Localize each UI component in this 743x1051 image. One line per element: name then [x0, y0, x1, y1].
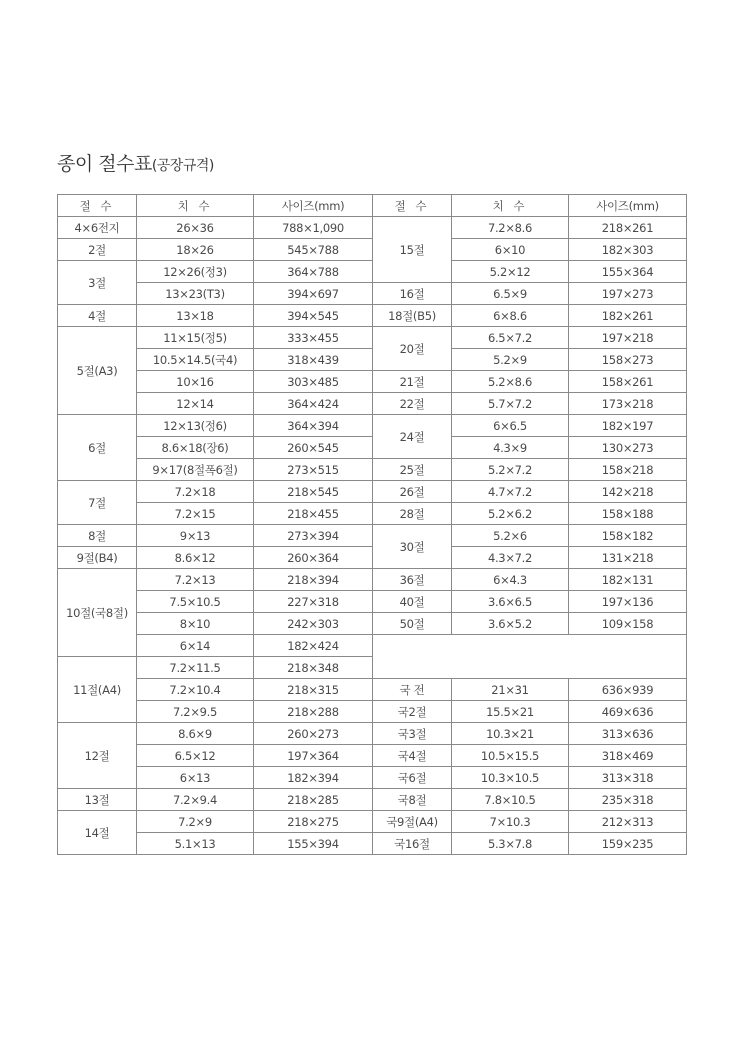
dim-cell: 7.2×9.5 — [137, 701, 254, 723]
mm-cell: 109×158 — [569, 613, 687, 635]
mm-cell: 218×455 — [254, 503, 373, 525]
cut-cell: 국16절 — [373, 833, 452, 855]
dim-cell: 12×13(정6) — [137, 415, 254, 437]
mm-cell: 158×188 — [569, 503, 687, 525]
dim-cell: 6.5×12 — [137, 745, 254, 767]
mm-cell: 260×273 — [254, 723, 373, 745]
page-title — [57, 149, 214, 176]
dim-cell: 5.2×8.6 — [452, 371, 569, 393]
table-row — [58, 261, 687, 283]
dim-cell: 8.6×12 — [137, 547, 254, 569]
mm-cell: 218×315 — [254, 679, 373, 701]
table-row — [58, 745, 687, 767]
dim-cell: 11×15(정5) — [137, 327, 254, 349]
dim-cell: 5.7×7.2 — [452, 393, 569, 415]
mm-cell: 313×318 — [569, 767, 687, 789]
dim-cell: 7.2×13 — [137, 569, 254, 591]
mm-cell: 218×275 — [254, 811, 373, 833]
table-row — [58, 327, 687, 349]
cut-cell: 20절 — [373, 327, 452, 371]
table-row — [58, 481, 687, 503]
mm-cell: 260×545 — [254, 437, 373, 459]
cut-cell: 14절 — [58, 811, 137, 855]
mm-cell: 218×261 — [569, 217, 687, 239]
mm-cell: 158×182 — [569, 525, 687, 547]
cut-cell: 26절 — [373, 481, 452, 503]
dim-cell: 15.5×21 — [452, 701, 569, 723]
table-row — [58, 503, 687, 525]
table-row — [58, 789, 687, 811]
dim-cell: 7.2×11.5 — [137, 657, 254, 679]
mm-cell: 197×364 — [254, 745, 373, 767]
cut-cell: 50절 — [373, 613, 452, 635]
mm-cell: 182×261 — [569, 305, 687, 327]
dim-cell: 6×13 — [137, 767, 254, 789]
table-row — [58, 459, 687, 481]
cut-cell: 15절 — [373, 217, 452, 283]
dim-cell: 4.3×7.2 — [452, 547, 569, 569]
mm-cell: 469×636 — [569, 701, 687, 723]
table-row — [58, 701, 687, 723]
table-row — [58, 833, 687, 855]
cut-cell: 12절 — [58, 723, 137, 789]
mm-cell: 218×394 — [254, 569, 373, 591]
table-row — [58, 635, 687, 657]
header-row — [58, 195, 687, 217]
dim-cell: 10×16 — [137, 371, 254, 393]
dim-cell: 3.6×6.5 — [452, 591, 569, 613]
mm-cell: 158×261 — [569, 371, 687, 393]
dim-cell: 3.6×5.2 — [452, 613, 569, 635]
mm-cell: 364×788 — [254, 261, 373, 283]
mm-cell: 218×285 — [254, 789, 373, 811]
cut-cell: 21절 — [373, 371, 452, 393]
header-cut-left: 절 수 — [58, 195, 137, 217]
dim-cell: 7.2×8.6 — [452, 217, 569, 239]
table-row — [58, 569, 687, 591]
table-row — [58, 525, 687, 547]
dim-cell: 18×26 — [137, 239, 254, 261]
table-row — [58, 283, 687, 305]
dim-cell: 7.8×10.5 — [452, 789, 569, 811]
mm-cell: 260×364 — [254, 547, 373, 569]
header-dim-right: 치 수 — [452, 195, 569, 217]
cut-cell: 30절 — [373, 525, 452, 569]
dim-cell: 5.2×6 — [452, 525, 569, 547]
dim-cell: 4.3×9 — [452, 437, 569, 459]
mm-cell: 182×197 — [569, 415, 687, 437]
dim-cell: 7×10.3 — [452, 811, 569, 833]
table-row — [58, 591, 687, 613]
mm-cell: 218×348 — [254, 657, 373, 679]
header-mm-right: 사이즈(mm) — [569, 195, 687, 217]
cut-cell: 40절 — [373, 591, 452, 613]
cut-cell: 22절 — [373, 393, 452, 415]
dim-cell: 9×17(8절폭6절) — [137, 459, 254, 481]
table-row — [58, 767, 687, 789]
dim-cell: 7.2×18 — [137, 481, 254, 503]
mm-cell: 182×394 — [254, 767, 373, 789]
mm-cell: 212×313 — [569, 811, 687, 833]
table-row — [58, 811, 687, 833]
cut-cell: 2절 — [58, 239, 137, 261]
cut-cell: 국3절 — [373, 723, 452, 745]
table-row — [58, 371, 687, 393]
mm-cell: 173×218 — [569, 393, 687, 415]
mm-cell: 318×469 — [569, 745, 687, 767]
mm-cell: 313×636 — [569, 723, 687, 745]
dim-cell: 10.3×21 — [452, 723, 569, 745]
dim-cell: 12×14 — [137, 393, 254, 415]
mm-cell: 155×394 — [254, 833, 373, 855]
table-row — [58, 547, 687, 569]
dim-cell: 5.1×13 — [137, 833, 254, 855]
mm-cell: 364×424 — [254, 393, 373, 415]
mm-cell: 318×439 — [254, 349, 373, 371]
empty-merged-cell — [373, 635, 687, 679]
cut-cell: 25절 — [373, 459, 452, 481]
mm-cell: 158×218 — [569, 459, 687, 481]
header-mm-left: 사이즈(mm) — [254, 195, 373, 217]
table-row — [58, 239, 687, 261]
dim-cell: 21×31 — [452, 679, 569, 701]
cut-cell: 11절(A4) — [58, 657, 137, 723]
cut-cell: 4×6전지 — [58, 217, 137, 239]
mm-cell: 159×235 — [569, 833, 687, 855]
mm-cell: 545×788 — [254, 239, 373, 261]
dim-cell: 5.2×6.2 — [452, 503, 569, 525]
dim-cell: 6×10 — [452, 239, 569, 261]
mm-cell: 394×697 — [254, 283, 373, 305]
dim-cell: 13×23(T3) — [137, 283, 254, 305]
mm-cell: 218×545 — [254, 481, 373, 503]
mm-cell: 303×485 — [254, 371, 373, 393]
mm-cell: 142×218 — [569, 481, 687, 503]
mm-cell: 273×394 — [254, 525, 373, 547]
cut-cell: 국4절 — [373, 745, 452, 767]
cut-cell: 국8절 — [373, 789, 452, 811]
cut-cell: 국2절 — [373, 701, 452, 723]
table-row — [58, 349, 687, 371]
dim-cell: 13×18 — [137, 305, 254, 327]
cut-cell: 24절 — [373, 415, 452, 459]
mm-cell: 273×515 — [254, 459, 373, 481]
dim-cell: 6×8.6 — [452, 305, 569, 327]
table-row — [58, 437, 687, 459]
mm-cell: 394×545 — [254, 305, 373, 327]
mm-cell: 227×318 — [254, 591, 373, 613]
table-row — [58, 217, 687, 239]
title-main: 종이 절수표 — [57, 153, 152, 175]
table-row — [58, 613, 687, 635]
mm-cell: 197×218 — [569, 327, 687, 349]
mm-cell: 197×136 — [569, 591, 687, 613]
dim-cell: 8.6×18(장6) — [137, 437, 254, 459]
cut-cell: 국9절(A4) — [373, 811, 452, 833]
table-row — [58, 305, 687, 327]
dim-cell: 7.2×9 — [137, 811, 254, 833]
title-sub: (공장규격) — [151, 158, 214, 174]
cut-cell: 10절(국8절) — [58, 569, 137, 657]
dim-cell: 9×13 — [137, 525, 254, 547]
cut-cell: 9절(B4) — [58, 547, 137, 569]
table-row — [58, 393, 687, 415]
cut-cell: 4절 — [58, 305, 137, 327]
cut-cell: 28절 — [373, 503, 452, 525]
dim-cell: 10.3×10.5 — [452, 767, 569, 789]
cut-cell: 국6절 — [373, 767, 452, 789]
dim-cell: 10.5×14.5(국4) — [137, 349, 254, 371]
mm-cell: 333×455 — [254, 327, 373, 349]
dim-cell: 8×10 — [137, 613, 254, 635]
mm-cell: 636×939 — [569, 679, 687, 701]
dim-cell: 4.7×7.2 — [452, 481, 569, 503]
mm-cell: 158×273 — [569, 349, 687, 371]
cut-cell: 18절(B5) — [373, 305, 452, 327]
header-dim-left: 치 수 — [137, 195, 254, 217]
dim-cell: 7.2×10.4 — [137, 679, 254, 701]
dim-cell: 10.5×15.5 — [452, 745, 569, 767]
mm-cell: 218×288 — [254, 701, 373, 723]
mm-cell: 197×273 — [569, 283, 687, 305]
dim-cell: 7.5×10.5 — [137, 591, 254, 613]
dim-cell: 5.2×9 — [452, 349, 569, 371]
dim-cell: 5.3×7.8 — [452, 833, 569, 855]
table-row — [58, 723, 687, 745]
cut-cell: 7절 — [58, 481, 137, 525]
cut-cell: 16절 — [373, 283, 452, 305]
mm-cell: 235×318 — [569, 789, 687, 811]
cut-cell: 6절 — [58, 415, 137, 481]
cut-cell: 8절 — [58, 525, 137, 547]
mm-cell: 364×394 — [254, 415, 373, 437]
dim-cell: 7.2×9.4 — [137, 789, 254, 811]
mm-cell: 155×364 — [569, 261, 687, 283]
mm-cell: 182×303 — [569, 239, 687, 261]
dim-cell: 6.5×7.2 — [452, 327, 569, 349]
dim-cell: 5.2×7.2 — [452, 459, 569, 481]
paper-cut-table — [57, 194, 687, 855]
cut-cell: 3절 — [58, 261, 137, 305]
cut-cell: 5절(A3) — [58, 327, 137, 415]
table-row — [58, 679, 687, 701]
dim-cell: 6×6.5 — [452, 415, 569, 437]
mm-cell: 788×1,090 — [254, 217, 373, 239]
table-row — [58, 415, 687, 437]
dim-cell: 26×36 — [137, 217, 254, 239]
cut-cell: 36절 — [373, 569, 452, 591]
dim-cell: 7.2×15 — [137, 503, 254, 525]
mm-cell: 182×131 — [569, 569, 687, 591]
dim-cell: 6×4.3 — [452, 569, 569, 591]
mm-cell: 182×424 — [254, 635, 373, 657]
dim-cell: 12×26(정3) — [137, 261, 254, 283]
cut-cell: 국 전 — [373, 679, 452, 701]
mm-cell: 242×303 — [254, 613, 373, 635]
dim-cell: 6×14 — [137, 635, 254, 657]
dim-cell: 5.2×12 — [452, 261, 569, 283]
cut-cell: 13절 — [58, 789, 137, 811]
mm-cell: 130×273 — [569, 437, 687, 459]
mm-cell: 131×218 — [569, 547, 687, 569]
dim-cell: 8.6×9 — [137, 723, 254, 745]
header-cut-right: 절 수 — [373, 195, 452, 217]
dim-cell: 6.5×9 — [452, 283, 569, 305]
